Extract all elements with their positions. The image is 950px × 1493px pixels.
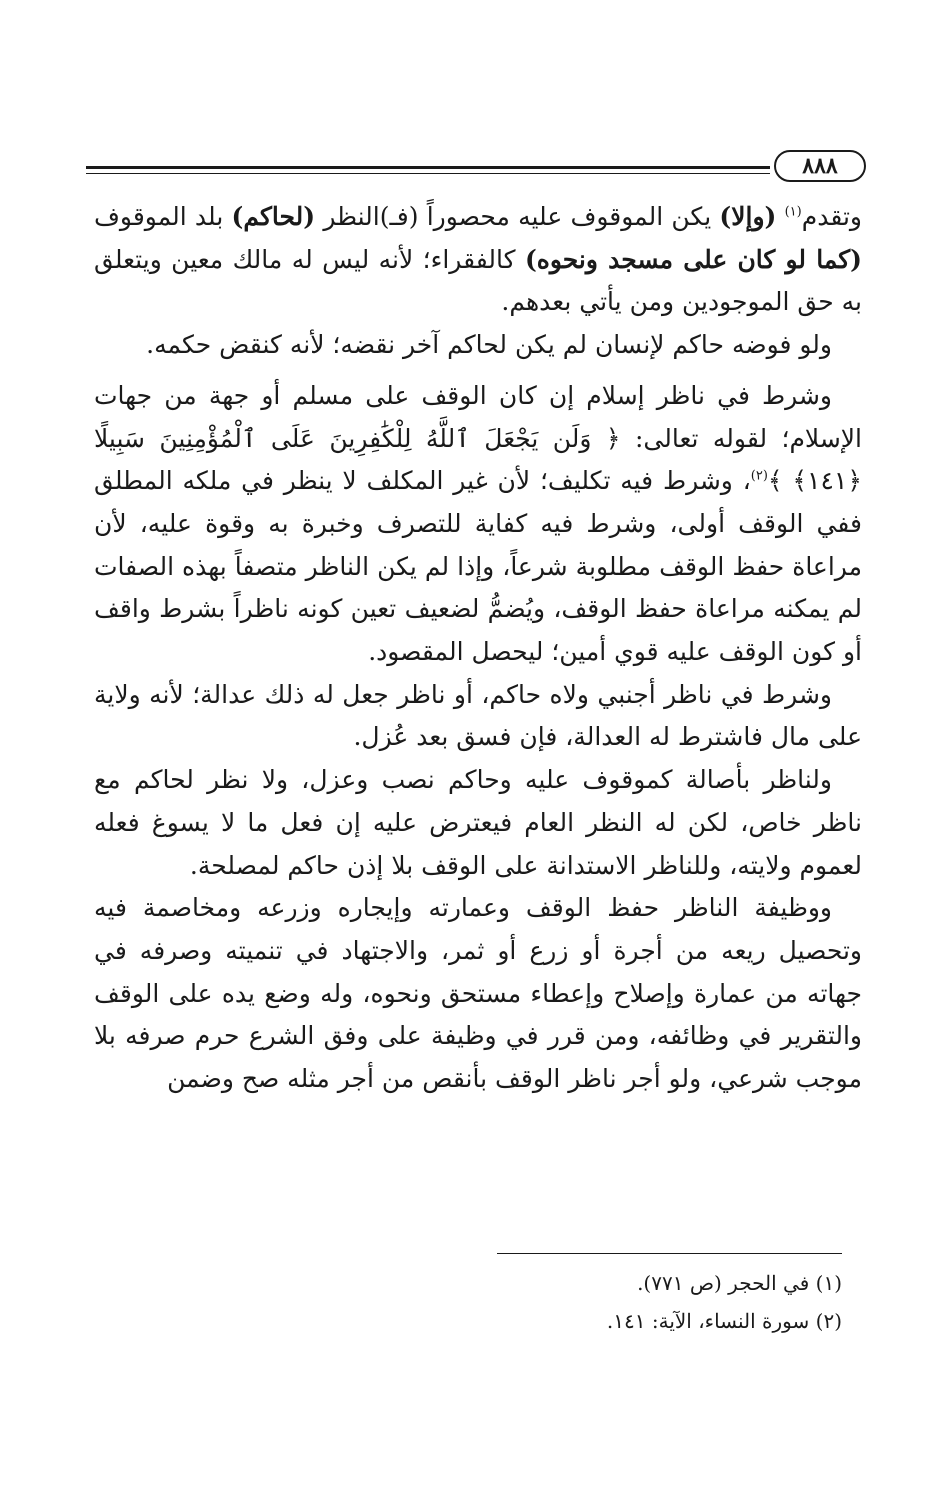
text-run: ، وشرط فيه تكليف؛ لأن غير المكلف لا ينظر في ملكه المطلق ففي الوقف أولى، وشرط فيه كفاية للتصرف وخبرة به وقوة عليه، لأن مراعاة حفظ الوقف مطلوبة شرعاً، وإذا لم يكن الناظر متصفاً بهذه الصفات لم يمكنه مراعاة حفظ الوقف، ويُضمُّ لضعيف تعين كونه ناظراً بشرط واقف أو كون الوقف عليه قوي أمين؛ ليحصل المقصود. [94,466,862,667]
paragraph-4 [94,674,862,759]
footnote-2: (٢) سورة النساء، الآية: ١٤١. [606,1309,842,1333]
header-rule-thin [86,173,770,174]
footnotes [94,1264,842,1340]
footnote-separator [497,1253,842,1254]
text-run: ووظيفة الناظر حفظ الوقف وعمارته وإيجاره وزرعه ومخاصمة فيه وتحصيل ريعه من أجرة أو زرع أو ثمر، والاجتهاد في تنميته وصرفه في جهاته من عمارة وإصلاح وإعطاء مستحق ونحوه، وله وضع يده على الوقف والتقرير في وظائفه، ومن قرر في وظيفة على وفق الشرع حرم صرفه بلا موجب شرعي، ولو أجر ناظر الوقف بأنقص من أجر مثله صح وضمن [94,893,862,1094]
footnote-ref: (١) [784,204,802,220]
text-run: وشرط في ناظر أجنبي ولاه حاكم، أو ناظر جعل له ذلك عدالة؛ لأنه ولاية على مال فاشترط له العدالة، فإن فسق بعد عُزل. [94,679,862,752]
text-run [776,202,784,231]
text-run: وشرط في ناظر إسلام إن كان الوقف على مسلم أو جهة من جهات الإسلام؛ لقوله تعالى: ﴿ وَلَن يَجْعَلَ ٱللَّهُ لِلْكَٰفِرِينَ عَلَى ٱلْمُؤْمِنِينَ سَبِيلًا ﴿١٤١﴾ ﴾ [94,380,862,496]
footnote-1: (١) في الحجر (ص ٧٧١). [637,1271,842,1295]
page-header [86,150,866,186]
bold-matn: (كما لو كان على مسجد ونحوه) [524,244,862,274]
page-number: ٨٨٨ [774,150,866,182]
text-run: ولناظر بأصالة كموقوف عليه وحاكم نصب وعزل، ولا نظر لحاكم مع ناظر خاص، لكن له النظر العام فيعترض عليه إن فعل ما لا يسوغ فعله لعموم ولايته، وللناظر الاستدانة على الوقف بلا إذن حاكم لمصلحة. [94,765,862,880]
text-run: وتقدم [801,202,862,231]
bold-matn: (لحاكم) [231,202,316,231]
paragraph-1 [94,196,862,324]
bold-matn: (وإلا) [719,202,777,231]
paragraph-3 [94,375,862,674]
text-run: بلد الموقوف [94,202,232,231]
text-run: كالفقراء؛ لأنه ليس له مالك معين ويتعلق به حق الموجودين ومن يأتي بعدهم. [94,244,862,317]
footnote-ref: (٢) [750,468,768,484]
paragraph-5 [94,759,862,887]
body-text [94,196,862,1101]
text-run: ولو فوضه حاكم لإنسان لم يكن لحاكم آخر نقضه؛ لأنه كنقض حكمه. [146,330,832,360]
paragraph-6 [94,887,862,1101]
text-run: يكن الموقوف عليه محصوراً (فـ)النظر [315,202,720,231]
paragraph-2 [94,324,862,367]
header-rule-thick [86,166,770,169]
